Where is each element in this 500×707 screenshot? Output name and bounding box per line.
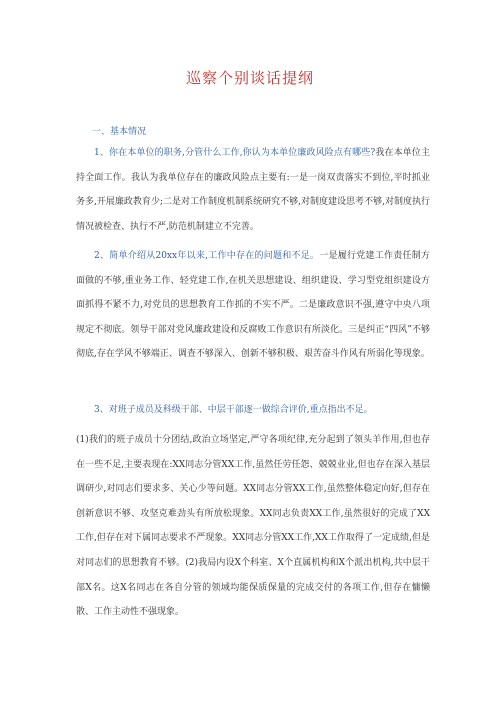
paragraph-4 [76,428,430,625]
answer-1: 我在本单位主持全面工作。我认为我单位存在的廉政风险点主要有:一是一岗双责落实不到位,平时抓业务多,开展廉政教育少;二是对工作制度机制系统研究不够,对制度建设思考不够,对制度执行情况被检查、执行不严,防范机制建立不完善。 [76,148,430,232]
paragraph-1 [76,141,430,239]
question-2: 2、简单介绍从20xx年以来,工作中存在的问题和不足。 [94,251,320,261]
paragraph-2 [76,244,430,367]
page-title: 巡察个别谈话提纲 [185,69,314,87]
answer-2: 一是履行党建工作责任制方面做的不够,重业务工作、轻党建工作,在机关思想建设、组织建设、学习型党组织建设方面抓得不紧不力,对党员的思想教育工作抓的不实不严。二是廉政意识不强,遵守中央八项规定不彻底。领导干部对党风廉政建设和反腐败工作意识有所淡化。三是纠正“四风”不够彻底,存在学风不够端正、调查不够深入、创新不够积极、艰苦奋斗作风有所弱化等现象。 [76,251,430,360]
question-3: 3、对班子成员及科级干部、中层干部逐一做综合评价,重点指出不足。 [94,405,373,415]
section-heading-basic-info: 一、基本情况 [92,127,147,137]
paragraph-3 [76,398,430,423]
answer-3: (1)我们的班子成员十分团结,政治立场坚定,严守各项纪律,充分起到了领头羊作用,但也存在一些不足,主要表现在:XX同志分管XX工作,虽然任劳任怨、兢兢业业,但也存在深入基层调研少,对同志们要求多、关心少等问题。XX同志分管XX工作,虽然整体稳定向好,但存在创新意识不够、攻坚克难劲头有所放松现象。XX同志负责XX工作,虽然很好的完成了XX工作,但存在对下属同志要求不严现象。XX同志分管XX工作,XX工作取得了一定成绩,但是对同志们的思想教育不够。(2)我局内设X个科室、X个直属机构和X个派出机构,共中层干部X名。这X名同志在各自分管的领域均能保质保量的完成交付的各项工作,但存在慵懒散、工作主动性不强现象。 [76,435,430,618]
question-1: 1、你在本单位的职务,分管什么工作,你认为本单位廉政风险点有哪些? [94,148,376,158]
